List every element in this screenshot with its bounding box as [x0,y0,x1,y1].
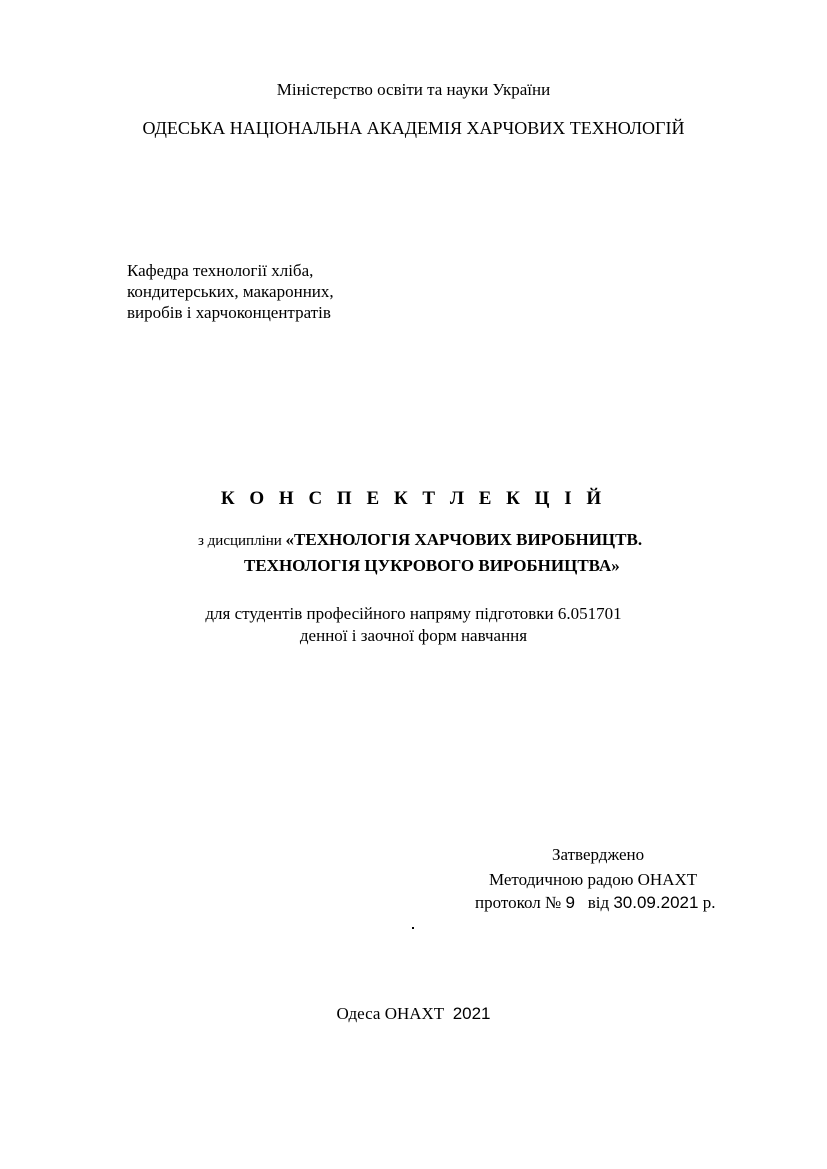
discipline-line-2 [244,556,620,576]
discipline-line-1 [198,530,642,551]
approval-date: 30.09.2021 [613,893,699,912]
discipline-name-2: ТЕХНОЛОГІЯ ЦУКРОВОГО ВИРОБНИЦТВА» [244,556,620,575]
approval-protocol [475,893,715,913]
approved-label: Затверджено [552,845,645,864]
footer-city-year [0,1004,827,1024]
audience-line-1: для студентів професійного напряму підготовки 6.051701 [205,604,622,623]
department-block [127,260,427,323]
ministry-title: Міністерство освіти та науки України [276,80,551,99]
audience-line-2: денної і заочної форм навчання [299,626,528,645]
footer-city: Одеса ОНАХТ [336,1004,453,1023]
stray-dot [412,927,414,929]
department-line-1: Кафедра технології хліба, [127,261,314,280]
department-line-3: виробів і харчоконцентратів [127,303,331,322]
date-label: від [574,893,614,912]
document-heading: К О Н С П Е К Т Л Е К Ц І Й [220,488,607,509]
protocol-number: 9 [565,893,575,912]
academy-title: ОДЕСЬКА НАЦІОНАЛЬНА АКАДЕМІЯ ХАРЧОВИХ ТЕХНОЛОГІЙ [142,118,685,138]
protocol-label: протокол № [475,893,566,912]
department-line-2: кондитерських, макаронних, [127,282,334,301]
discipline-prefix: з дисципліни [198,533,286,549]
discipline-name-1: «ТЕХНОЛОГІЯ ХАРЧОВИХ ВИРОБНИЦТВ. [285,530,643,549]
approval-board: Методичною радою ОНАХТ [489,870,698,889]
date-suffix: р. [698,893,716,912]
footer-year: 2021 [452,1004,491,1023]
